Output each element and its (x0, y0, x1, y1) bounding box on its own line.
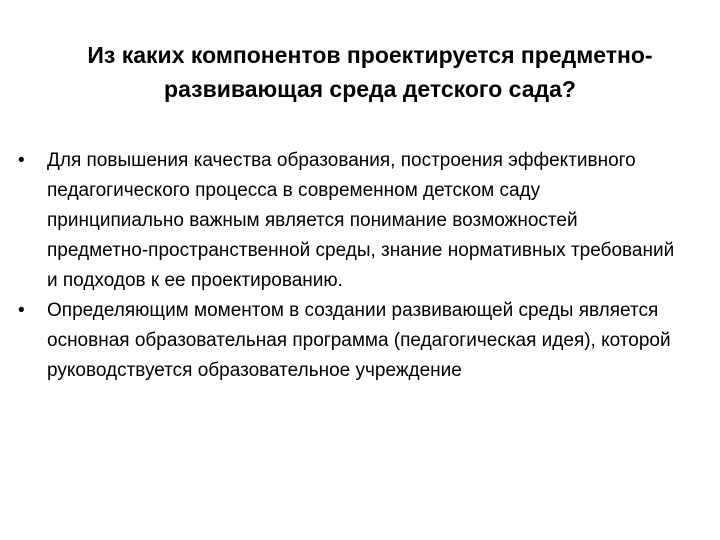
bullet-item (18, 296, 678, 386)
bullet-item (18, 146, 678, 296)
bullet-text: Определяющим моментом в создании развивающей среды является основная образовательная программа (педагогическая идея), которой руководствуется образовательное учреждение (47, 300, 671, 381)
bullet-dot-icon: • (18, 300, 25, 321)
bullet-dot-icon: • (18, 150, 25, 171)
bullet-text: Для повышения качества образования, построения эффективного педагогического процесса в современном детском саду принципиально важным является понимание возможностей предметно-пространственной среды, знание нормативных требований и подходов к ее проектированию. (47, 150, 675, 291)
bullet-list (18, 146, 678, 386)
slide-title: Из каких компонентов проектируется предметно-развивающая среда детского сада? (87, 42, 653, 102)
